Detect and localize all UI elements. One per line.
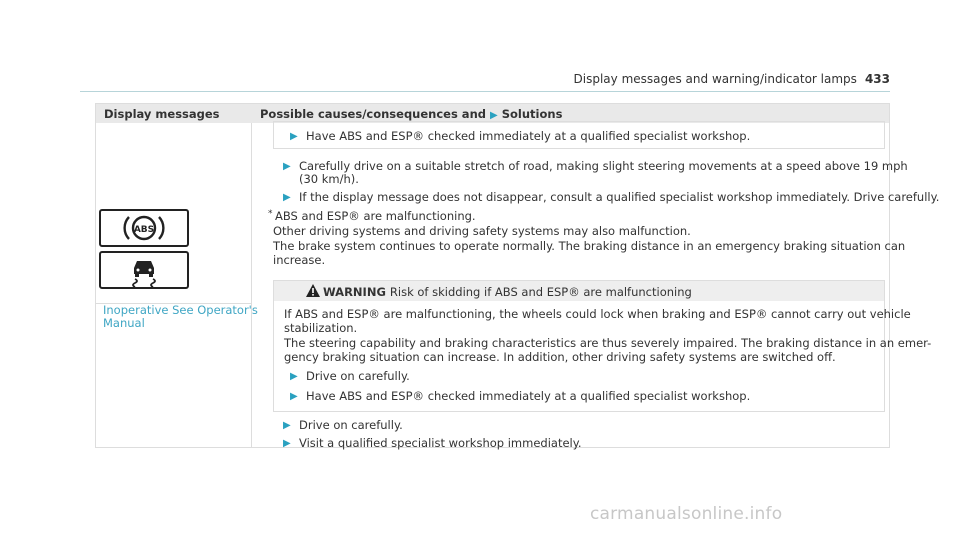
paragraph: increase. (273, 253, 326, 267)
step-text: Carefully drive on a suitable stretch of road, making slight steering movements at a speed above 19 mph (299, 159, 908, 173)
step-text: Visit a qualified specialist workshop immediately. (299, 436, 582, 450)
col-header-causes (260, 107, 562, 121)
play-arrow-icon: ▶ (283, 438, 291, 449)
esp-skid-lamp-icon (99, 251, 189, 289)
play-arrow-icon: ▶ (290, 131, 298, 142)
paragraph: ABS and ESP® are malfunctioning. (275, 209, 476, 223)
abs-warning-lamp-icon (99, 209, 189, 247)
warning-label: WARNING (323, 285, 386, 299)
column-divider (251, 123, 252, 448)
play-arrow-icon: ▶ (290, 371, 298, 382)
step-text: Drive on carefully. (299, 418, 403, 432)
paragraph: Other driving systems and driving safety systems may also malfunction. (273, 224, 691, 238)
step-text: (30 km/h). (299, 172, 359, 186)
inoperative-label-line2: Manual (103, 316, 145, 330)
watermark: carmanualsonline.info (590, 504, 783, 524)
page-number: 433 (864, 72, 890, 86)
warning-header (274, 281, 884, 301)
step-text: Drive on carefully. (306, 369, 410, 383)
warning-text: If ABS and ESP® are malfunctioning, the wheels could lock when braking and ESP® cannot carry out vehicle (284, 307, 911, 321)
inoperative-label[interactable] (103, 304, 258, 330)
col-header-causes-text: Possible causes/consequences and (260, 107, 486, 121)
asterisk: * (268, 209, 273, 219)
running-head (574, 72, 890, 86)
play-arrow-icon: ▶ (283, 420, 291, 431)
boxed-step (273, 121, 885, 149)
play-arrow-icon: ▶ (283, 192, 291, 203)
warning-title: Risk of skidding if ABS and ESP® are malfunctioning (389, 285, 692, 299)
step-text: If the display message does not disappear, consult a qualified specialist workshop immediately. Drive carefully. (299, 190, 940, 204)
svg-text:ABS: ABS (133, 225, 155, 235)
paragraph: The brake system continues to operate normally. The braking distance in an emergency braking situation can (273, 239, 906, 253)
step-text: Have ABS and ESP® checked immediately at a qualified specialist workshop. (306, 129, 751, 143)
col-header-display-messages: Display messages (104, 107, 220, 121)
play-arrow-icon: ▶ (290, 391, 298, 402)
warning-triangle-icon (306, 284, 320, 297)
display-messages-table (95, 103, 940, 450)
warning-box (273, 280, 932, 412)
col-header-solutions-text: Solutions (501, 107, 563, 121)
step-text: Have ABS and ESP® checked immediately at a qualified specialist workshop. (306, 389, 751, 403)
header-rule (80, 91, 890, 92)
warning-text: gency braking situation can increase. In addition, other driving safety systems are switched off. (284, 350, 836, 364)
play-arrow-icon: ▶ (490, 110, 498, 121)
inoperative-label-line1: Inoperative See Operator's (103, 303, 258, 317)
play-arrow-icon: ▶ (283, 161, 291, 172)
warning-text: The steering capability and braking characteristics are thus severely impaired. The braking distance in an emer- (284, 336, 932, 350)
warning-text: stabilization. (284, 321, 358, 335)
warning-title-line (323, 285, 692, 299)
running-head-title: Display messages and warning/indicator lamps (573, 72, 857, 86)
